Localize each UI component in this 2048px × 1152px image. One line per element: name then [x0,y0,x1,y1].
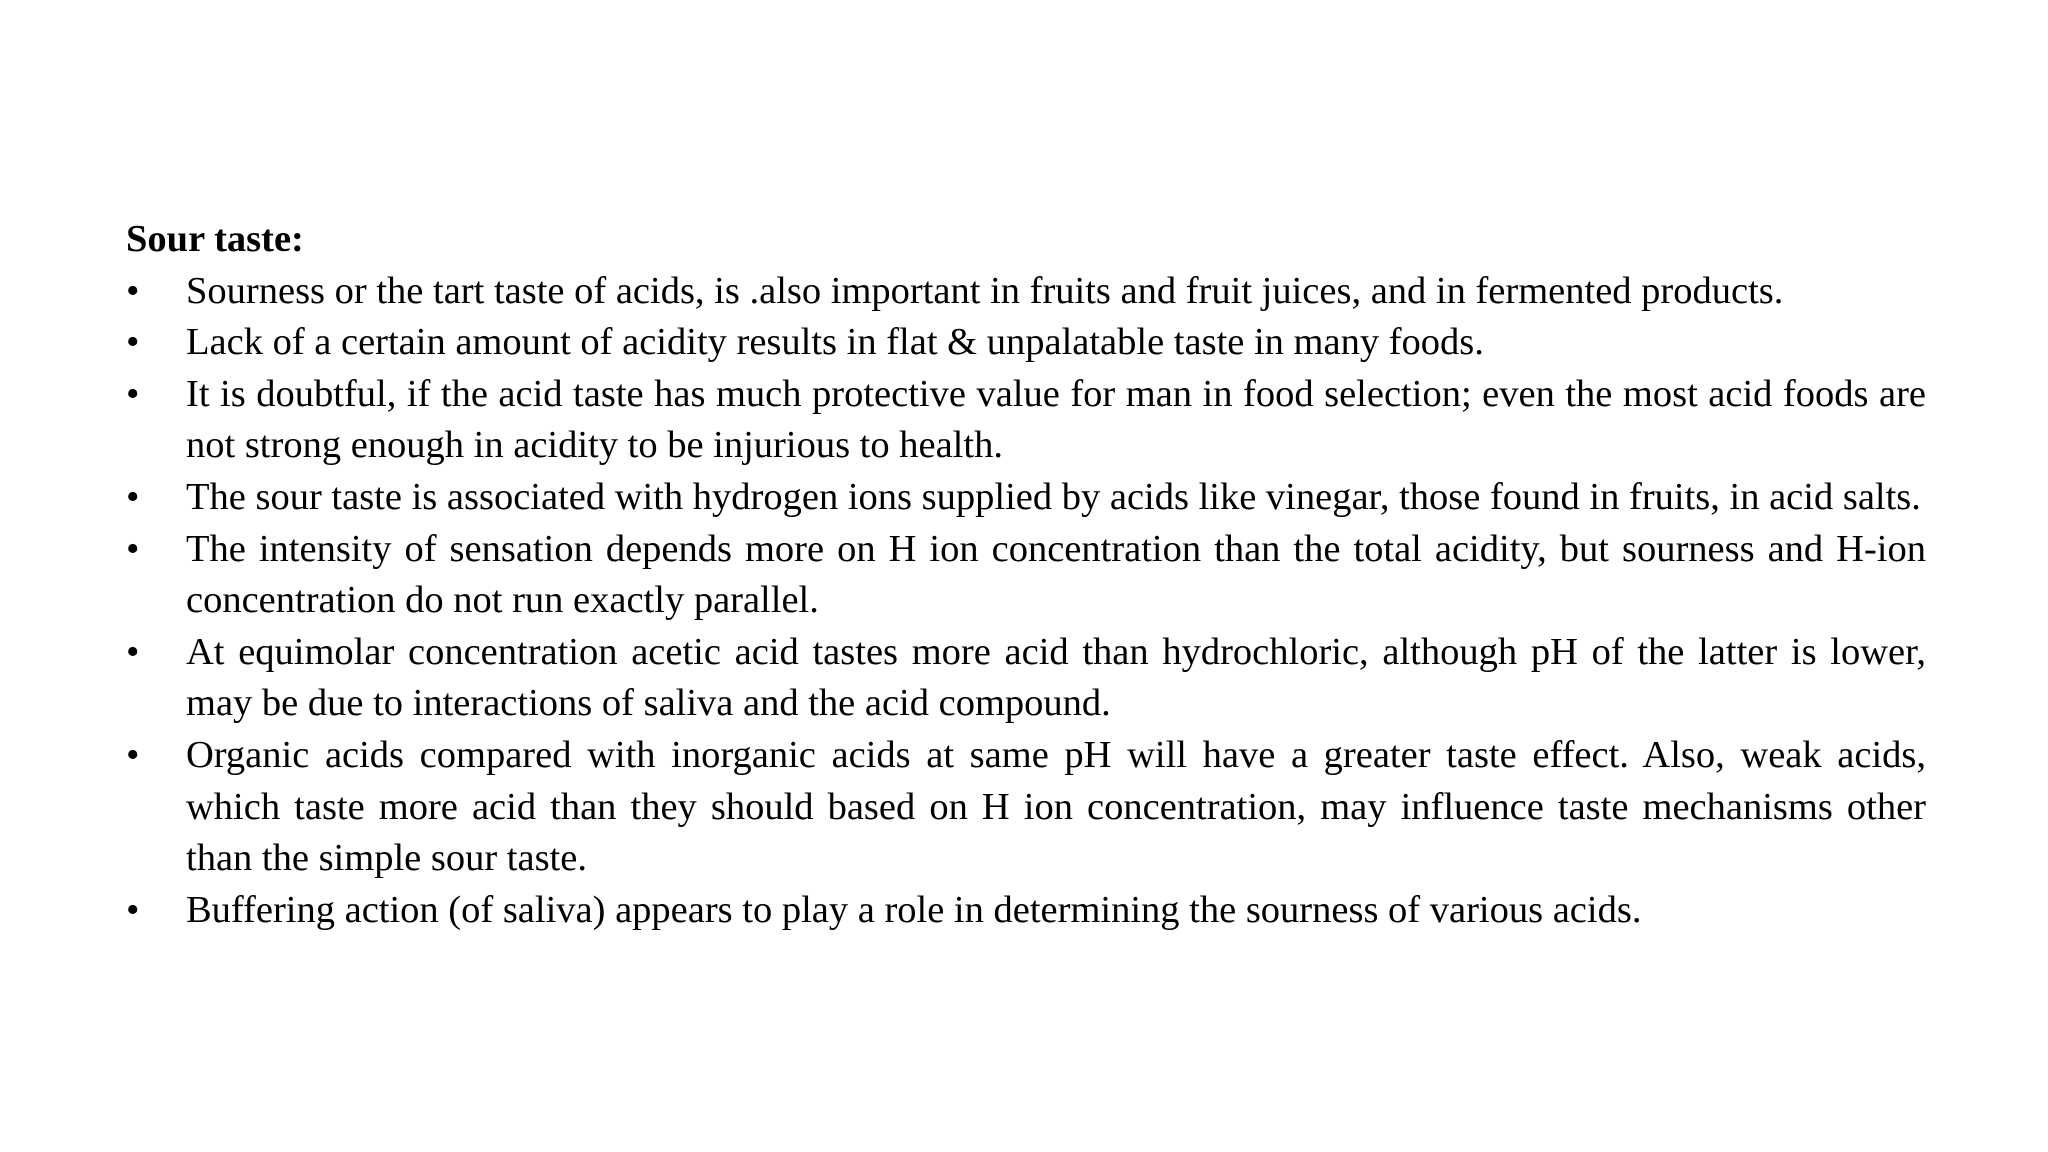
list-item-text: Buffering action (of saliva) appears to play a role in determining the sourness of various acids. [186,888,1642,931]
slide-heading: Sour taste: [126,218,304,260]
list-item [126,730,1926,885]
bullet-icon: • [126,888,140,931]
list-item-text: It is doubtful, if the acid taste has much protective value for man in food selection; even the most acid foods are not strong enough in acidity to be injurious to health. [186,372,1926,467]
list-item-text: The intensity of sensation depends more on H ion concentration than the total acidity, but sourness and H-ion concentration do not run exactly parallel. [186,527,1926,622]
list-item [126,317,1926,369]
bullet-icon: • [126,475,140,518]
list-item-text: Lack of a certain amount of acidity results in flat & unpalatable taste in many foods. [186,321,1484,364]
bullet-icon: • [126,630,140,673]
list-item [126,369,1926,472]
list-item [126,885,1926,937]
list-item-text: At equimolar concentration acetic acid tastes more acid than hydrochloric, although pH of the latter is lower, may be due to interactions of saliva and the acid compound. [186,630,1926,725]
list-item-text: Organic acids compared with inorganic acids at same pH will have a greater taste effect. Also, weak acids, which taste more acid than they should based on H ion concentration, may influence taste mechanisms other than the simple sour taste. [186,733,1926,880]
list-item [126,627,1926,730]
list-item-text: Sourness or the tart taste of acids, is .also important in fruits and fruit juices, and in fermented products. [186,269,1784,312]
bullet-icon: • [126,269,140,312]
list-item [126,266,1926,318]
bullet-icon: • [126,733,140,776]
bullet-icon: • [126,527,140,570]
slide-content [126,214,1926,936]
bullet-list [126,266,1926,937]
list-item-text: The sour taste is associated with hydrogen ions supplied by acids like vinegar, those found in fruits, in acid salts. [186,475,1921,518]
list-item [126,524,1926,627]
list-item [126,472,1926,524]
bullet-icon: • [126,372,140,415]
bullet-icon: • [126,321,140,364]
